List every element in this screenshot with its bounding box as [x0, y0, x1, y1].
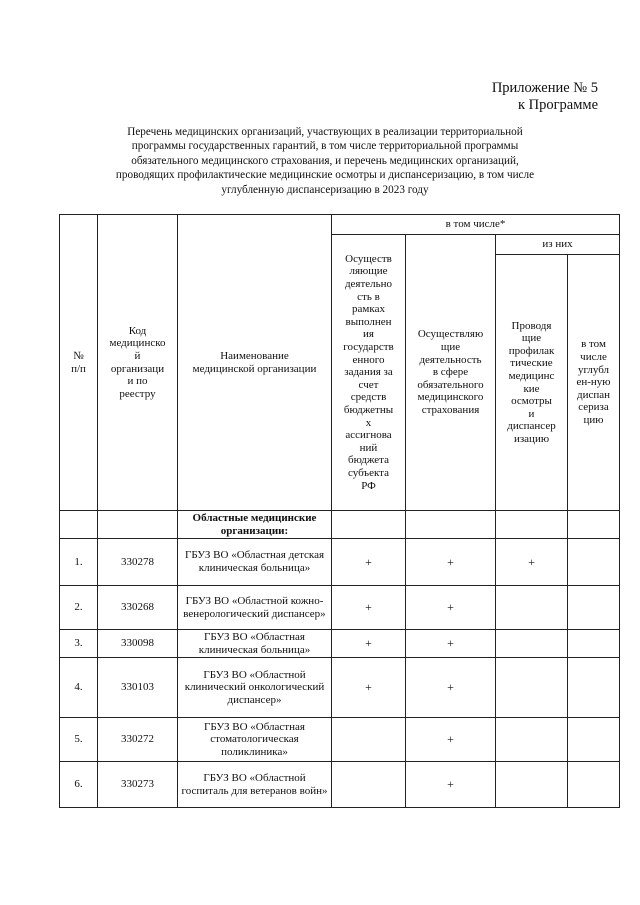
header-line: бюджетны	[343, 403, 394, 416]
header-line: ний	[359, 441, 378, 454]
header-line: числе	[580, 351, 607, 364]
org-code: 330273	[98, 762, 178, 808]
title-line: проводящих профилактические медицинские осмотры и диспансеризацию, в том числе	[115, 169, 535, 182]
org-code: 330272	[98, 718, 178, 762]
header-line: сть в	[357, 290, 380, 303]
org-name: ГБУЗ ВО «Областной клинический онкологический диспансер»	[178, 658, 332, 718]
header-line: цию	[583, 413, 604, 426]
table-row	[60, 718, 620, 762]
header-line: бюджета	[347, 454, 389, 467]
prof-exam-mark	[496, 762, 568, 808]
title-line: Перечень медицинских организаций, участвующих в реализации территориальной	[127, 126, 523, 138]
header-line: медицинской организации	[192, 362, 317, 375]
header-line: п/п	[71, 362, 86, 375]
header-line: средств	[350, 391, 387, 404]
header-line: задания за	[344, 366, 393, 379]
header-line: медицинского	[417, 391, 484, 404]
row-number: 5.	[60, 718, 98, 762]
header-line: й	[134, 349, 141, 362]
header-line: щие	[440, 341, 461, 354]
deep-exam-mark	[568, 658, 620, 718]
title-line: углубленную диспансеризацию в 2023 году	[221, 183, 429, 196]
header-line: диспан	[576, 388, 611, 401]
header-line: деятельно	[344, 278, 393, 291]
header-line: сериза	[578, 401, 609, 414]
org-name: ГБУЗ ВО «Областная клиническая больница»	[178, 630, 332, 658]
row-number: 3.	[60, 630, 98, 658]
budget-mark: +	[332, 630, 406, 658]
oms-mark: +	[406, 658, 496, 718]
row-number: 1.	[60, 539, 98, 586]
header-line: счет	[358, 378, 379, 391]
header-deep	[568, 255, 620, 511]
header-line: ляющие	[349, 265, 388, 278]
header-line: щие	[521, 332, 542, 345]
header-row-1	[60, 215, 620, 235]
header-line: и	[528, 407, 535, 420]
document-title	[88, 125, 562, 197]
annex-label	[492, 80, 598, 114]
header-line: реестру	[119, 387, 156, 400]
header-line: медицинс	[508, 369, 555, 382]
annex-line-1: Приложение № 5	[491, 80, 598, 96]
org-name: ГБУЗ ВО «Областная детская клиническая больница»	[178, 539, 332, 586]
header-of-them: из них	[496, 235, 620, 255]
oms-mark: +	[406, 586, 496, 630]
header-code	[98, 215, 178, 511]
header-line: Проводя	[511, 319, 552, 332]
header-line: в том	[581, 338, 606, 351]
table-row	[60, 658, 620, 718]
row-number: 2.	[60, 586, 98, 630]
header-budget	[332, 235, 406, 511]
budget-mark: +	[332, 586, 406, 630]
header-line: №	[73, 349, 84, 362]
oms-mark: +	[406, 718, 496, 762]
header-line: Осуществ	[345, 252, 392, 265]
header-num	[60, 215, 98, 511]
header-line: медицинско	[109, 337, 166, 350]
header-line: субъекта	[347, 466, 389, 479]
organizations-table	[59, 214, 620, 808]
prof-exam-mark: +	[496, 539, 568, 586]
header-line: профилак	[508, 344, 555, 357]
header-line: ен-ную	[576, 376, 611, 389]
deep-exam-mark	[568, 718, 620, 762]
table-row	[60, 762, 620, 808]
deep-exam-mark	[568, 630, 620, 658]
header-line: выполнен	[345, 315, 392, 328]
prof-exam-mark	[496, 718, 568, 762]
header-line: организаци	[110, 362, 165, 375]
oms-mark: +	[406, 762, 496, 808]
header-line: х	[365, 416, 372, 429]
prof-exam-mark	[496, 630, 568, 658]
table-row	[60, 539, 620, 586]
prof-exam-mark	[496, 586, 568, 630]
org-code: 330278	[98, 539, 178, 586]
header-line: изацию	[513, 432, 550, 445]
header-including: в том числе*	[332, 215, 620, 235]
header-line: кие	[523, 382, 540, 395]
header-line: и по	[127, 375, 148, 388]
header-line: осмотры	[511, 395, 552, 408]
header-line: Наименование	[220, 349, 289, 362]
org-code: 330098	[98, 630, 178, 658]
row-number: 4.	[60, 658, 98, 718]
org-code: 330103	[98, 658, 178, 718]
group-row	[60, 511, 620, 539]
header-line: деятельность	[419, 353, 482, 366]
header-line: енного	[352, 353, 385, 366]
annex-line-2: к Программе	[517, 97, 598, 113]
budget-mark	[332, 718, 406, 762]
table-row	[60, 586, 620, 630]
org-name: ГБУЗ ВО «Областная стоматологическая поликлиника»	[178, 718, 332, 762]
title-line: обязательного медицинского страхования, и перечень медицинских организаций,	[131, 154, 519, 167]
deep-exam-mark	[568, 762, 620, 808]
title-line: программы государственных гарантий, в том числе территориальной программы	[131, 140, 519, 153]
org-name: ГБУЗ ВО «Областной кожно-венерологический диспансер»	[178, 586, 332, 630]
row-number: 6.	[60, 762, 98, 808]
org-name: ГБУЗ ВО «Областной госпиталь для ветеранов войн»	[178, 762, 332, 808]
table-row	[60, 630, 620, 658]
header-line: ия	[363, 328, 374, 341]
deep-exam-mark	[568, 539, 620, 586]
header-line: страхования	[421, 403, 480, 416]
header-name	[178, 215, 332, 511]
budget-mark	[332, 762, 406, 808]
budget-mark: +	[332, 658, 406, 718]
prof-exam-mark	[496, 658, 568, 718]
table-body	[60, 539, 620, 808]
oms-mark: +	[406, 630, 496, 658]
header-line: в сфере	[432, 366, 469, 379]
header-oms	[406, 235, 496, 511]
header-line: Код	[128, 324, 147, 337]
org-code: 330268	[98, 586, 178, 630]
oms-mark: +	[406, 539, 496, 586]
header-line: углубл	[577, 363, 610, 376]
deep-exam-mark	[568, 586, 620, 630]
header-line: Осуществляю	[417, 328, 484, 341]
header-line: ассигнова	[345, 429, 392, 442]
group-label: Областные медицинские организации:	[178, 511, 332, 539]
header-line: обязательного	[417, 378, 484, 391]
header-line: тические	[510, 357, 553, 370]
header-line: РФ	[361, 479, 376, 492]
budget-mark: +	[332, 539, 406, 586]
header-line: рамках	[352, 303, 385, 316]
header-prof	[496, 255, 568, 511]
header-line: государств	[343, 341, 394, 354]
header-line: диспансер	[507, 420, 556, 433]
